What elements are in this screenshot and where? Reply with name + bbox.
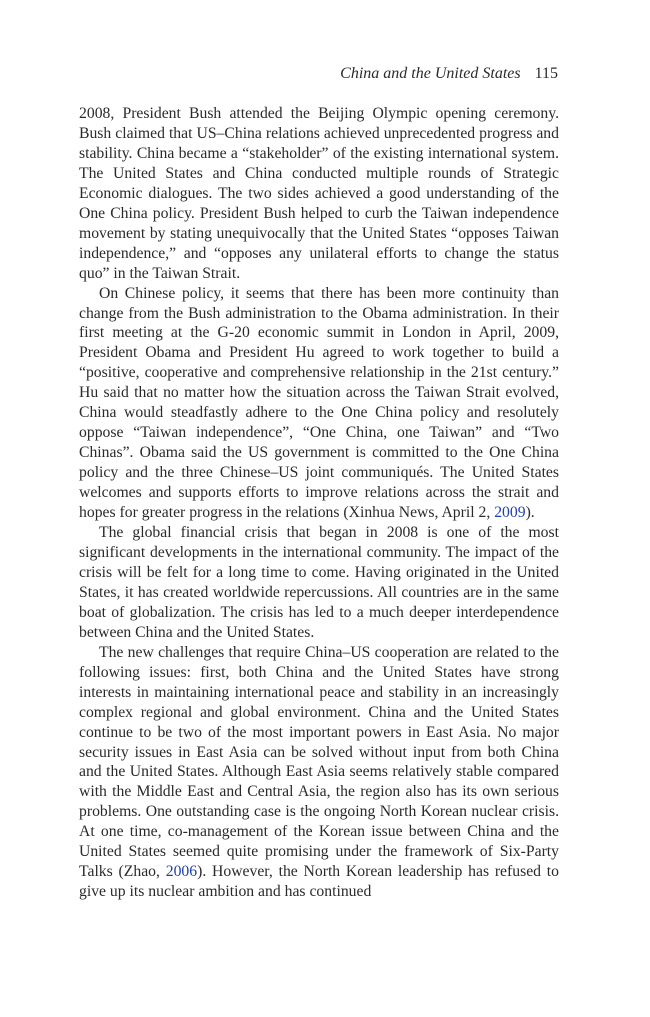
paragraph-4-text: The new challenges that require China–US cooperation are related to the following issues: first, both China and the United States have strong interests in maintaining international peace and stability in an increasingly complex regional and global environment. China and the United States continue to be two of the most important powers in East Asia. No major security issues in East Asia can be solved without input from both China and the United States. Although East Asia seems relatively stable compared with the Middle East and Central Asia, the region also has its own serious problems. One outstanding case is the ongoing North Korean nuclear crisis. At one time, co-management of the Korean issue between China and the United States seemed quite promising under the framework of Six-Party Talks (Zhao, bbox=[79, 643, 559, 881]
body-text bbox=[79, 104, 559, 902]
paragraph-3-text: The global financial crisis that began in 2008 is one of the most significant developments in the international community. The impact of the crisis will be felt for a long time to come. Having originated in the United States, it has created worldwide repercussions. All countries are in the same boat of globalization. The crisis has led to a much deeper interdependence between China and the United States. bbox=[79, 524, 559, 641]
paragraph-2-text-end: ). bbox=[525, 504, 535, 522]
page-number: 115 bbox=[534, 65, 558, 82]
citation-link-2006[interactable]: 2006 bbox=[165, 863, 198, 881]
paragraph-2-text: On Chinese policy, it seems that there has been more continuity than change from the Bush administration to the Obama administration. In their first meeting at the G-20 economic summit in London in April, 2009, President Obama and President Hu agreed to work together to build a “positive, cooperative and comprehensive relationship in the 21st century.” Hu said that no matter how the situation across the Taiwan Strait evolved, China would steadfastly adhere to the One China policy and resolutely oppose “Taiwan independence”, “One China, one Taiwan” and “Two Chinas”. Obama said the US government is committed to the One China policy and the three Chinese–US joint communiqués. The United States welcomes and supports efforts to improve relations across the strait and hopes for greater progress in the relations (Xinhua News, April 2, bbox=[79, 284, 559, 522]
paragraph-3 bbox=[79, 523, 559, 643]
paragraph-1-text: 2008, President Bush attended the Beijing Olympic opening ceremony. Bush claimed that US–China relations achieved unprecedented progress and stability. China became a “stakeholder” of the existing international system. The United States and China conducted multiple rounds of Strategic Economic dialogues. The two sides achieved a good understanding of the One China policy. President Bush helped to curb the Taiwan independence movement by stating unequivocally that the United States “opposes Taiwan independence,” and “opposes any unilateral efforts to change the status quo” in the Taiwan Strait. bbox=[79, 105, 559, 282]
paragraph-2 bbox=[79, 284, 559, 523]
running-head bbox=[340, 64, 558, 84]
paragraph-4-text-end: ). However, the North Korean leadership has refused to give up its nuclear ambition and has continued bbox=[79, 863, 559, 901]
citation-link-2009[interactable]: 2009 bbox=[494, 504, 526, 522]
paragraph-1 bbox=[79, 104, 559, 284]
paragraph-4 bbox=[79, 643, 559, 902]
running-title: China and the United States bbox=[340, 65, 521, 82]
